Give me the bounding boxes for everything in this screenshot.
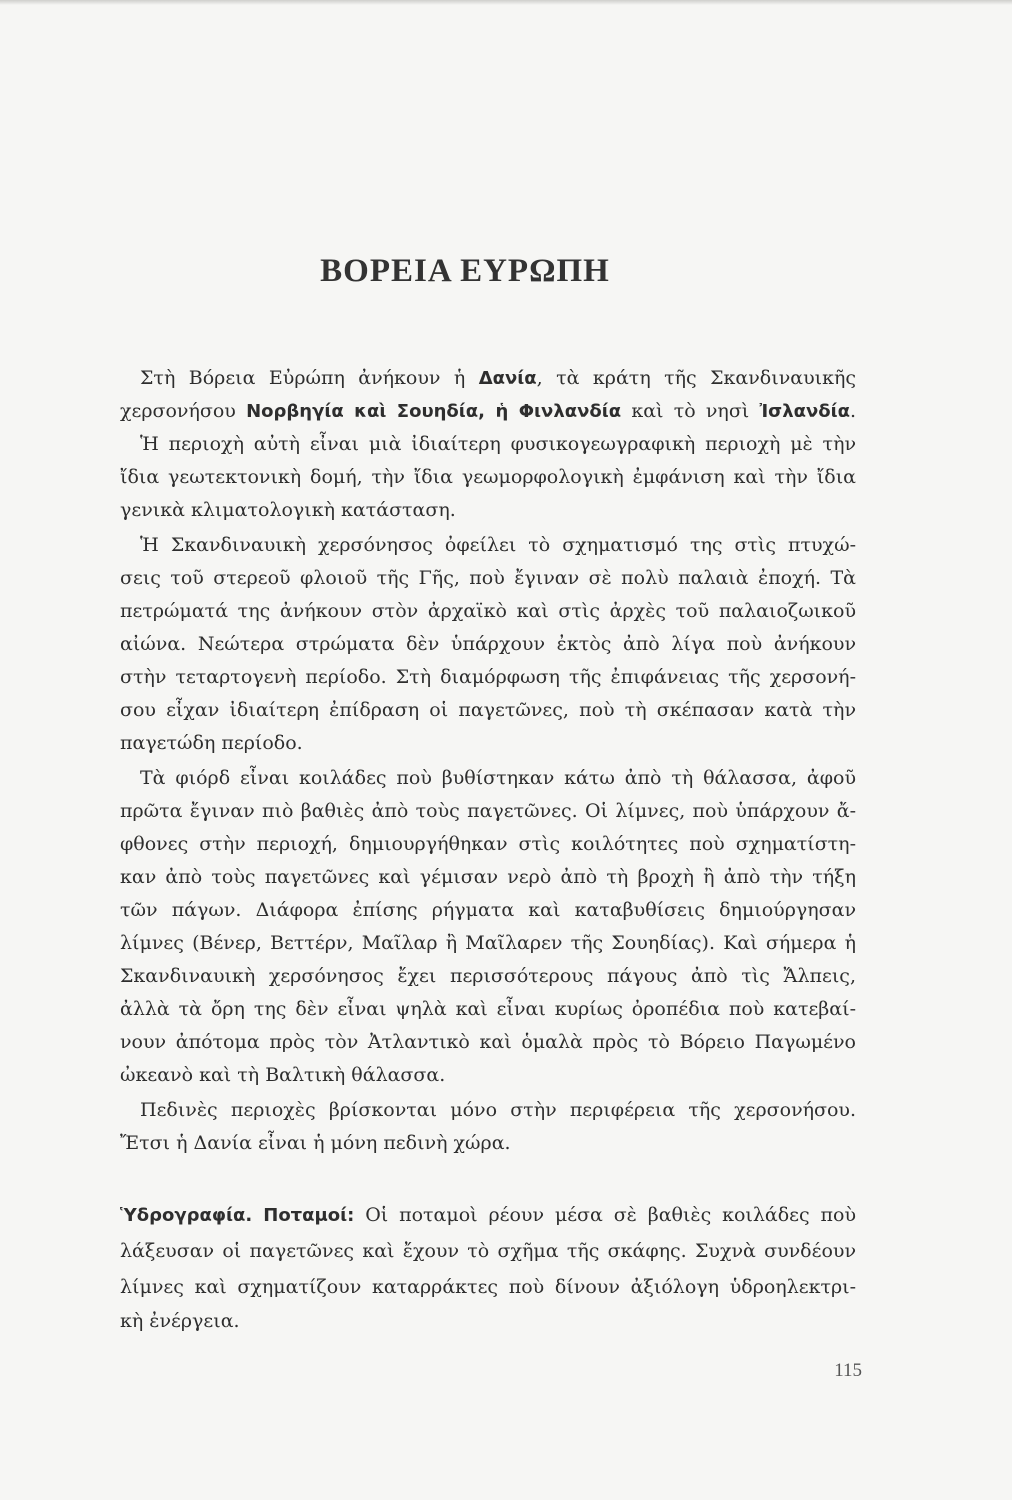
paragraph3-line: Τὰ φιόρδ εἶναι κοιλάδες ποὺ βυθίστηκαν κάτω ἀπὸ τὴ θάλασσα, ἀφοῦ — [140, 767, 856, 789]
bold-term-dania: Δανία — [478, 368, 537, 389]
bold-term-countries: Νορβηγία καὶ Σουηδία, ἡ Φινλανδία — [246, 401, 622, 422]
paragraph1-line5: γενικὰ κλιματολογικὴ κατάσταση. — [120, 499, 456, 521]
hydrography-line: κὴ ἐνέργεια. — [120, 1310, 240, 1332]
paragraph2-line: αἰώνα. Νεώτερα στρώματα δὲν ὑπάρχουν ἐκτὸς ἀπὸ λίγα ποὺ ἀνήκουν — [120, 633, 856, 655]
text-run: Οἱ ποταμοὶ ρέουν μέσα σὲ βαθιὲς κοιλάδες ποὺ — [354, 1204, 856, 1226]
paragraph3-line: πρῶτα ἔγιναν πιὸ βαθιὲς ἀπὸ τοὺς παγετῶνες. Οἱ λίμνες, ποὺ ὑπάρχουν ἄ- — [120, 800, 856, 822]
paragraph3-line: ἀλλὰ τὰ ὄρη της δὲν εἶναι ψηλὰ καὶ εἶναι κυρίως ὀροπέδια ποὺ κατεβαί- — [120, 998, 856, 1020]
hydrography-line1 — [120, 1200, 856, 1230]
paragraph3-line: λίμνες (Βένερ, Βεττέρν, Μαῖλαρ ἢ Μαῖλαρεν τῆς Σουηδίας). Καὶ σήμερα ἡ — [120, 932, 856, 954]
paragraph2-line: σεις τοῦ στερεοῦ φλοιοῦ τῆς Γῆς, ποὺ ἔγιναν σὲ πολὺ παλαιὰ ἐποχή. Τὰ — [120, 567, 856, 589]
paragraph2-line: σου εἶχαν ἰδιαίτερη ἐπίδραση οἱ παγετῶνες, ποὺ τὴ σκέπασαν κατὰ τὴν — [120, 699, 856, 721]
paragraph3-line: Σκανδιναυικὴ χερσόνησος ἔχει περισσότερους πάγους ἀπὸ τὶς Ἄλπεις, — [120, 965, 856, 987]
page-top-edge — [0, 0, 1012, 5]
text-run: καὶ τὸ νησὶ — [621, 400, 760, 422]
paragraph3-line: τῶν πάγων. Διάφορα ἐπίσης ρήγματα καὶ καταβυθίσεις δημιούργησαν — [120, 899, 856, 921]
text-run: , τὰ κράτη τῆς Σκανδιναυικῆς — [536, 367, 856, 389]
hydrography-heading: Ὑδρογραφία. Ποταμοί: — [120, 1205, 355, 1226]
paragraph1-line1 — [140, 363, 856, 393]
paragraph2-line: στὴν τεταρτογενὴ περίοδο. Στὴ διαμόρφωση τῆς ἐπιφάνειας τῆς χερσονή- — [120, 666, 856, 688]
paragraph1-line2 — [120, 396, 856, 426]
paragraph3-line: καν ἀπὸ τοὺς παγετῶνες καὶ γέμισαν νερὸ ἀπὸ τὴ βροχὴ ἢ ἀπὸ τὴν τήξη — [120, 866, 856, 888]
text-run: . — [849, 400, 856, 422]
page-number: 115 — [834, 1360, 862, 1381]
paragraph3-line: νουν ἀπότομα πρὸς τὸν Ἀτλαντικὸ καὶ ὁμαλὰ πρὸς τὸ Βόρειο Παγωμένο — [120, 1031, 856, 1053]
hydrography-line: λάξευσαν οἱ παγετῶνες καὶ ἔχουν τὸ σχῆμα τῆς σκάφης. Συχνὰ συνδέουν — [120, 1240, 856, 1262]
paragraph2-line: πετρώματά της ἀνήκουν στὸν ἀρχαϊκὸ καὶ στὶς ἀρχὲς τοῦ παλαιοζωικοῦ — [120, 600, 856, 622]
paragraph4-line: Ἔτσι ἡ Δανία εἶναι ἡ μόνη πεδινὴ χώρα. — [120, 1132, 511, 1154]
hydrography-line: λίμνες καὶ σχηματίζουν καταρράκτες ποὺ δίνουν ἀξιόλογη ὑδροηλεκτρι- — [120, 1276, 856, 1298]
bold-term-islandia: Ἰσλανδία — [759, 401, 850, 422]
paragraph3-line: ὠκεανὸ καὶ τὴ Βαλτικὴ θάλασσα. — [120, 1064, 446, 1086]
text-run: χερσονήσου — [120, 400, 247, 422]
paragraph1-line4: ἴδια γεωτεκτονικὴ δομή, τὴν ἴδια γεωμορφολογικὴ ἐμφάνιση καὶ τὴν ἴδια — [120, 466, 856, 488]
text-run: Στὴ Βόρεια Εὐρώπη ἀνήκουν ἡ — [140, 367, 479, 389]
paragraph4-line: Πεδινὲς περιοχὲς βρίσκονται μόνο στὴν περιφέρεια τῆς χερσονήσου. — [140, 1099, 856, 1121]
paragraph2-line: Ἡ Σκανδιναυικὴ χερσόνησος ὀφείλει τὸ σχηματισμό της στὶς πτυχώ- — [140, 534, 856, 556]
paragraph3-line: φθονες στὴν περιοχή, δημιουργήθηκαν στὶς κοιλότητες ποὺ σχηματίστη- — [120, 833, 856, 855]
page-title: ΒΟΡΕΙΑ ΕΥΡΩΠΗ — [320, 253, 610, 289]
paragraph1-line3: Ἡ περιοχὴ αὐτὴ εἶναι μιὰ ἰδιαίτερη φυσικογεωγραφικὴ περιοχὴ μὲ τὴν — [140, 433, 856, 455]
paragraph2-line: παγετώδη περίοδο. — [120, 732, 303, 754]
